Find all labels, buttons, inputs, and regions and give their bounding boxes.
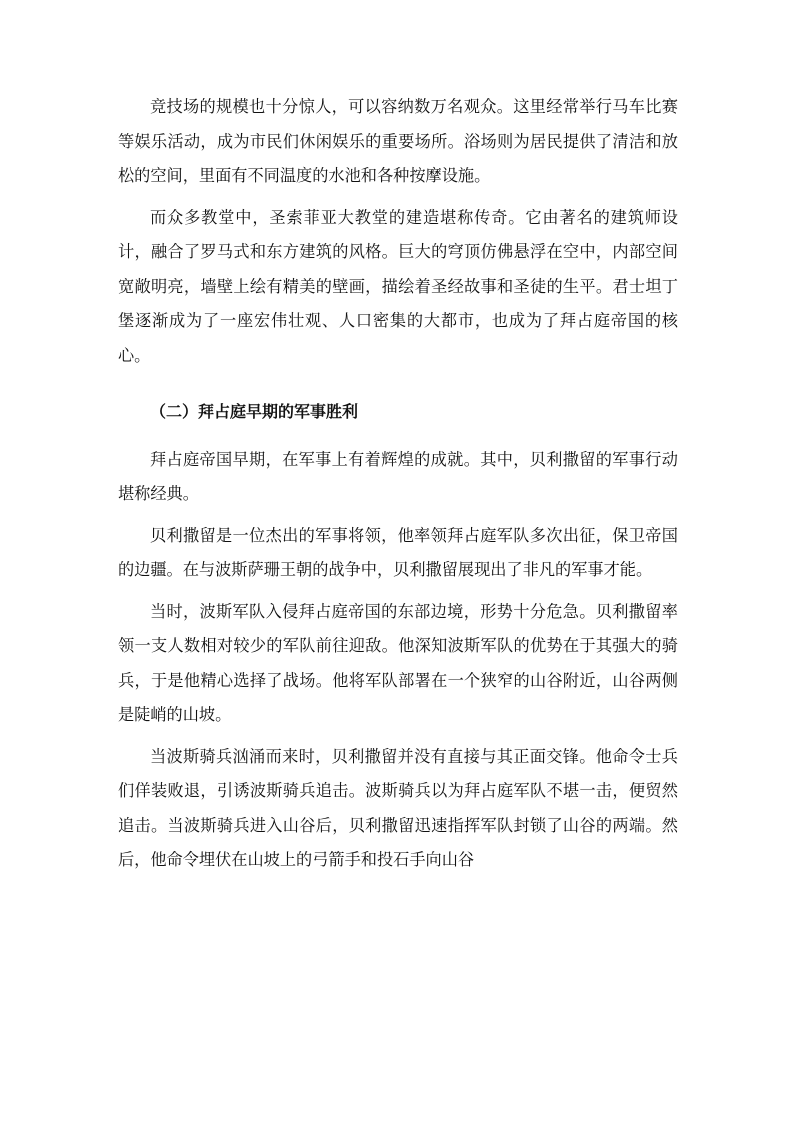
paragraph-belisarius-general: 贝利撒留是一位杰出的军事将领，他率领拜占庭军队多次出征，保卫帝国的边疆。在与波斯萨珊王朝的战争中，贝利撒留展现出了非凡的军事才能。: [118, 525, 678, 579]
paragraph-persian-invasion: 当时，波斯军队入侵拜占庭帝国的东部边境，形势十分危急。贝利撒留率领一支人数相对较少的军队前往迎敌。他深知波斯军队的优势在于其强大的骑兵，于是他精心选择了战场。他将军队部署在一个狭窄的山谷附近，山谷两侧是陡峭的山坡。: [118, 601, 678, 724]
paragraph-ambush: 当波斯骑兵汹涌而来时，贝利撒留并没有直接与其正面交锋。他命令士兵们佯装败退，引诱波斯骑兵追击。波斯骑兵以为拜占庭军队不堪一击，便贸然追击。当波斯骑兵进入山谷后，贝利撒留迅速指挥军队封锁了山谷的两端。然后，他命令埋伏在山坡上的弓箭手和投石手向山谷: [118, 746, 678, 869]
section-heading: （二）拜占庭早期的军事胜利: [150, 402, 359, 421]
paragraph-military-intro: 拜占庭帝国早期，在军事上有着辉煌的成就。其中，贝利撒留的军事行动堪称经典。: [118, 449, 678, 503]
paragraph-arena-baths: 竞技场的规模也十分惊人，可以容纳数万名观众。这里经常举行马车比赛等娱乐活动，成为市民们休闲娱乐的重要场所。浴场则为居民提供了清洁和放松的空间，里面有不同温度的水池和各种按摩设施。: [118, 97, 678, 185]
paragraph-hagia-sophia: 而众多教堂中，圣索菲亚大教堂的建造堪称传奇。它由著名的建筑师设计，融合了罗马式和东方建筑的风格。巨大的穹顶仿佛悬浮在空中，内部空间宽敞明亮，墙壁上绘有精美的壁画，描绘着圣经故事和圣徒的生平。君士坦丁堡逐渐成为了一座宏伟壮观、人口密集的大都市，也成为了拜占庭帝国的核心。: [118, 207, 678, 365]
document-body: [118, 90, 678, 885]
